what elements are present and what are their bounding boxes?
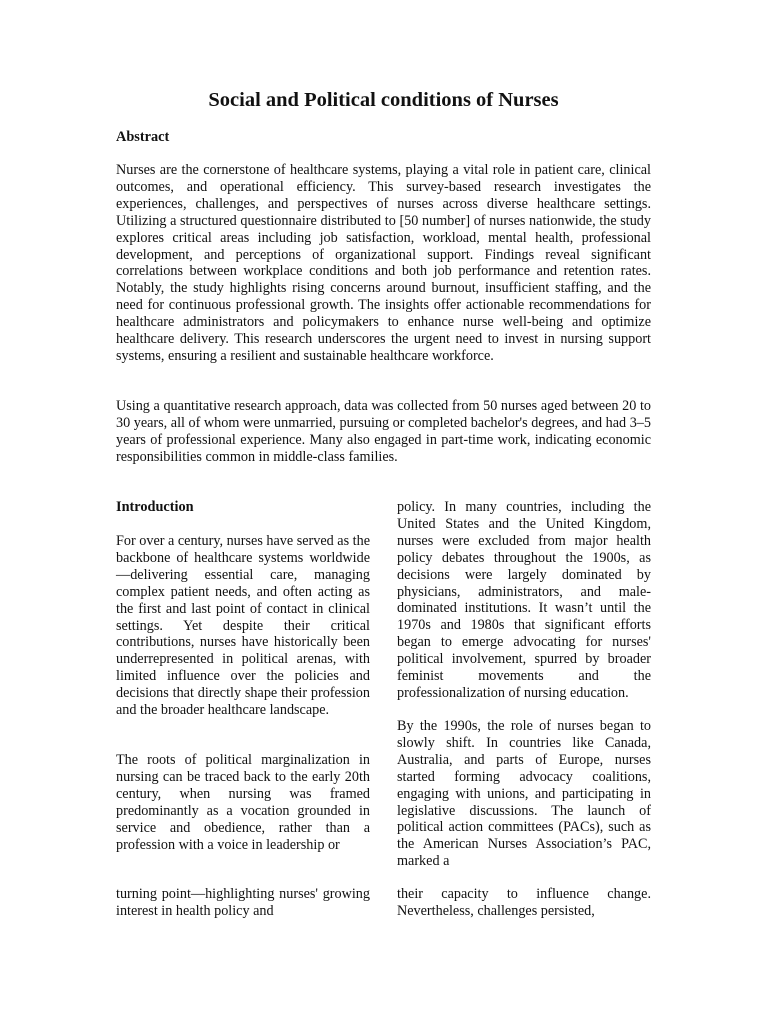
introduction-right-paragraph-2: By the 1990s, the role of nurses began to slowly shift. In countries like Canada, Australia, and parts of Europe, nurses started forming advocacy coalitions, engaging with unions, and participating in legislative discussions. The launch of political action committees (PACs), such as the American Nurses Association’s PAC, marked a: [397, 718, 651, 870]
introduction-right-paragraph-1: policy. In many countries, including the United States and the United Kingdom, nurses were excluded from major health policy debates throughout the 1900s, as decisions were largely dominated by physicians, administrators, and male-dominated institutions. It wasn’t until the 1970s and 1980s that significant efforts began to emerge advocating for nurses' political involvement, spurred by broader feminist movements and the professionalization of nursing education.: [397, 499, 651, 701]
paper-title: Social and Political conditions of Nurses: [208, 89, 559, 111]
introduction-left-paragraph-2: The roots of political marginalization in nursing can be traced back to the early 20th century, when nursing was framed predominantly as a vocation grounded in service and obedience, rather than a profession with a voice in leadership or: [116, 752, 370, 853]
introduction-right-continuation: their capacity to influence change. Nevertheless, challenges persisted,: [397, 886, 651, 919]
abstract-paragraph-2: Using a quantitative research approach, data was collected from 50 nurses aged between 20 to 30 years, all of whom were unmarried, pursuing or completed bachelor's degrees, and had 3–5 years of professional experience. Many also engaged in part-time work, indicating economic responsibilities common in middle-class families.: [116, 398, 651, 465]
introduction-heading: Introduction: [116, 499, 194, 515]
introduction-left-paragraph-1: For over a century, nurses have served as the backbone of healthcare systems worldwide—delivering essential care, managing complex patient needs, and often acting as the first and last point of contact in clinical settings. Yet despite their critical contributions, nurses have historically been underrepresented in political arenas, with limited influence over the policies and decisions that directly shape their profession and the broader healthcare landscape.: [116, 533, 370, 719]
abstract-paragraph-1: Nurses are the cornerstone of healthcare systems, playing a vital role in patient care, clinical outcomes, and operational efficiency. This survey-based research investigates the experiences, challenges, and perspectives of nurses across diverse healthcare settings. Utilizing a structured questionnaire distributed to [50 number] of nurses nationwide, the study explores critical areas including job satisfaction, workload, mental health, professional development, and perceptions of organizational support. Findings reveal significant correlations between workplace conditions and both job performance and retention rates. Notably, the study highlights rising concerns around burnout, insufficient staffing, and the need for continuous professional growth. The insights offer actionable recommendations for healthcare administrators and policymakers to enhance nurse well-being and optimize healthcare delivery. This research underscores the urgent need to invest in nursing support systems, ensuring a resilient and sustainable healthcare workforce.: [116, 162, 651, 364]
abstract-heading: Abstract: [116, 129, 170, 145]
introduction-left-continuation: turning point—highlighting nurses' growing interest in health policy and: [116, 886, 370, 919]
